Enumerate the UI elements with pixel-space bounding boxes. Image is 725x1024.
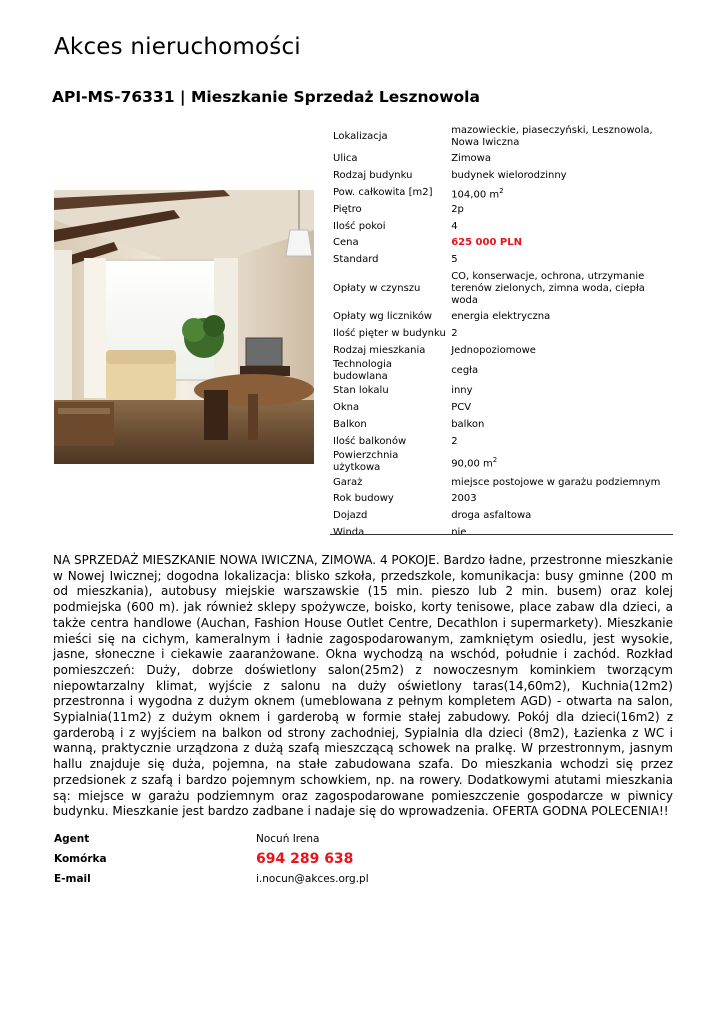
- email-row: [54, 869, 369, 889]
- param-value: Zimowa: [451, 153, 491, 165]
- param-value: 5: [451, 254, 458, 266]
- param-label: Rodzaj budynku: [333, 170, 413, 182]
- listing-description: NA SPRZEDAŻ MIESZKANIE NOWA IWICZNA, ZIMOWA. 4 POKOJE. Bardzo ładne, przestronne mieszkanie w Nowej Iwicznej; dogodna lokalizacja: blisko szkoła, przedszkole, komunikacja: busy gminne (200 m od mieszkania), autobusy miejskie warszawskie (15 min. pieszo lub 2 min. busem) oraz kolej podmiejska (600 m). jak również sklepy spożywcze, boisko, korty tenisowe, place zabaw dla dzieci, a także centra handlowe (Auchan, Fashion House Outlet Centre, Decathlon i supermarkety). Mieszkanie mieści się na cichym, kameralnym i ładnie zagospodarowanym, zamkniętym osiedlu, jest wysokie, jasne, słoneczne i ciekawie zaaranżowane. Okna wychodzą na wschód, południe i zachód. Rozkład pomieszczeń: Duży, dobrze doświetlony salon(25m2) z nowoczesnym kominkiem tworzącym niepowtarzalny klimat, wyjście z salonu na duży oświetlony taras(14,60m2), Kuchnia(12m2) przestronna i wygodna z dużym oknem (umeblowana z pełnym kompletem AGD) - otwarta na salon, Sypialnia(11m2) z dużym oknem i garderobą w formie stałej zabudowy. Pokój dla dzieci(16m2) z garderobą i z wyjściem na balkon od strony zachodniej, Sypialnia dla dzieci (8m2), Łazienka z WC i wanną, praktycznie urządzona z dużą szafą mieszczącą schowek na pralkę. W przestronnym, jasnym hallu znajduje się duża, pojemna, na stałe zabudowana szafa. Do mieszkania wchodzi się przez przedsionek z szafą i bardzo pojemnym schowkiem, np. na rowery. Dodatkowymi atutami mieszkania są: miejsce w garażu podziemnym oraz zagospodarowane pomieszczenie gospodarcze w piwnicy budynku. Mieszkanie jest bardzo zadbane i nadaje się do wprowadzenia. OFERTA GODNA POLECENIA!!: [53, 553, 673, 819]
- param-value-area: [448, 450, 673, 474]
- param-row-ilosc-pieter: [330, 325, 673, 342]
- apartment-photo: [54, 190, 314, 464]
- param-value: CO, konserwacje, ochrona, utrzymanie terenów zielonych, zimna woda, ciepła woda: [451, 270, 645, 306]
- param-row-okna: [330, 400, 673, 417]
- param-row-ilosc-balkonow: [330, 433, 673, 450]
- brand-title: Akces nieruchomości: [54, 34, 301, 60]
- param-row-lokalizacja: [330, 123, 673, 151]
- param-row-cena: [330, 235, 673, 252]
- param-value: miejsce postojowe w garażu podziemnym: [451, 476, 661, 488]
- param-row-rodzaj-mieszkania: [330, 342, 673, 359]
- param-label: Ilość pokoi: [333, 220, 386, 232]
- area-unit-exponent: 2: [492, 455, 498, 464]
- param-value: cegła: [451, 364, 479, 376]
- param-label: Ilość pięter w budynku: [333, 327, 446, 339]
- param-value: 2: [451, 327, 458, 339]
- phone-number[interactable]: 694 289 638: [256, 851, 354, 867]
- phone-label: Komórka: [54, 853, 107, 865]
- param-value: balkon: [451, 418, 485, 430]
- param-row-ulica: [330, 151, 673, 168]
- param-value: energia elektryczna: [451, 310, 551, 322]
- param-value: Jednopoziomowe: [451, 344, 536, 356]
- param-label: Standard: [333, 254, 379, 266]
- param-label: Rodzaj mieszkania: [333, 344, 426, 356]
- agent-contact: [54, 829, 369, 889]
- param-label: Winda: [333, 526, 365, 538]
- param-label: Garaż: [333, 476, 363, 488]
- param-value: mazowieckie, piaseczyński, Lesznowola, Nowa Iwiczna: [451, 125, 653, 148]
- param-value: 2003: [451, 493, 477, 505]
- param-row-winda: [330, 525, 673, 542]
- param-row-rok-budowy: [330, 491, 673, 508]
- param-label: Opłaty wg liczników: [333, 310, 433, 322]
- table-divider: [330, 534, 673, 535]
- param-value: 4: [451, 220, 458, 232]
- agent-row: [54, 829, 369, 849]
- param-label: Opłaty w czynszu: [333, 282, 421, 294]
- param-row-balkon: [330, 417, 673, 434]
- param-row-ilosc-pokoi: [330, 218, 673, 235]
- param-label: Lokalizacja: [333, 131, 388, 142]
- param-row-pow-calkowita: [330, 185, 673, 202]
- email-address[interactable]: i.nocun@akces.org.pl: [256, 873, 369, 885]
- parameters-table: [330, 123, 673, 541]
- param-row-pietro: [330, 201, 673, 218]
- param-row-garaz: [330, 474, 673, 491]
- listing-title: API-MS-76331 | Mieszkanie Sprzedaż Lesznowola: [52, 88, 480, 106]
- area-value: 104,00 m: [451, 189, 500, 201]
- param-label: Technologia budowlana: [333, 358, 393, 382]
- param-row-rodzaj-budynku: [330, 168, 673, 185]
- param-label: Powierzchnia użytkowa: [333, 450, 399, 474]
- param-value: nie: [451, 526, 467, 538]
- param-row-dojazd: [330, 508, 673, 525]
- param-label: Piętro: [333, 203, 362, 215]
- area-value: 90,00 m: [451, 458, 493, 470]
- param-value: 2: [451, 435, 458, 447]
- param-row-standard: [330, 252, 673, 269]
- email-label: E-mail: [54, 873, 91, 885]
- param-row-technologia: [330, 359, 673, 383]
- param-value: droga asfaltowa: [451, 510, 532, 522]
- phone-cell: [256, 849, 369, 869]
- area-unit-exponent: 2: [499, 186, 504, 195]
- param-label: Okna: [333, 402, 360, 414]
- param-label: Ilość balkonów: [333, 435, 407, 447]
- agent-name: Nocuń Irena: [256, 833, 320, 845]
- phone-row: [54, 849, 369, 869]
- param-value: PCV: [451, 402, 472, 414]
- param-label: Stan lokalu: [333, 385, 389, 397]
- param-row-oplaty-czynsz: [330, 269, 673, 309]
- param-row-oplaty-liczniki: [330, 309, 673, 326]
- price-value: 625 000 PLN: [451, 237, 522, 249]
- param-row-pow-uzytkowa: [330, 450, 673, 474]
- param-value: 2p: [451, 203, 464, 215]
- param-label: Pow. całkowita [m2]: [333, 186, 433, 198]
- param-label: Ulica: [333, 153, 358, 165]
- param-label: Balkon: [333, 418, 367, 430]
- param-value: budynek wielorodzinny: [451, 170, 567, 182]
- param-value: inny: [451, 385, 473, 397]
- param-label: Rok budowy: [333, 493, 394, 505]
- param-value-area: [448, 185, 673, 202]
- param-label: Dojazd: [333, 510, 368, 522]
- agent-label: Agent: [54, 833, 90, 845]
- param-label: Cena: [333, 237, 359, 249]
- param-row-stan-lokalu: [330, 383, 673, 400]
